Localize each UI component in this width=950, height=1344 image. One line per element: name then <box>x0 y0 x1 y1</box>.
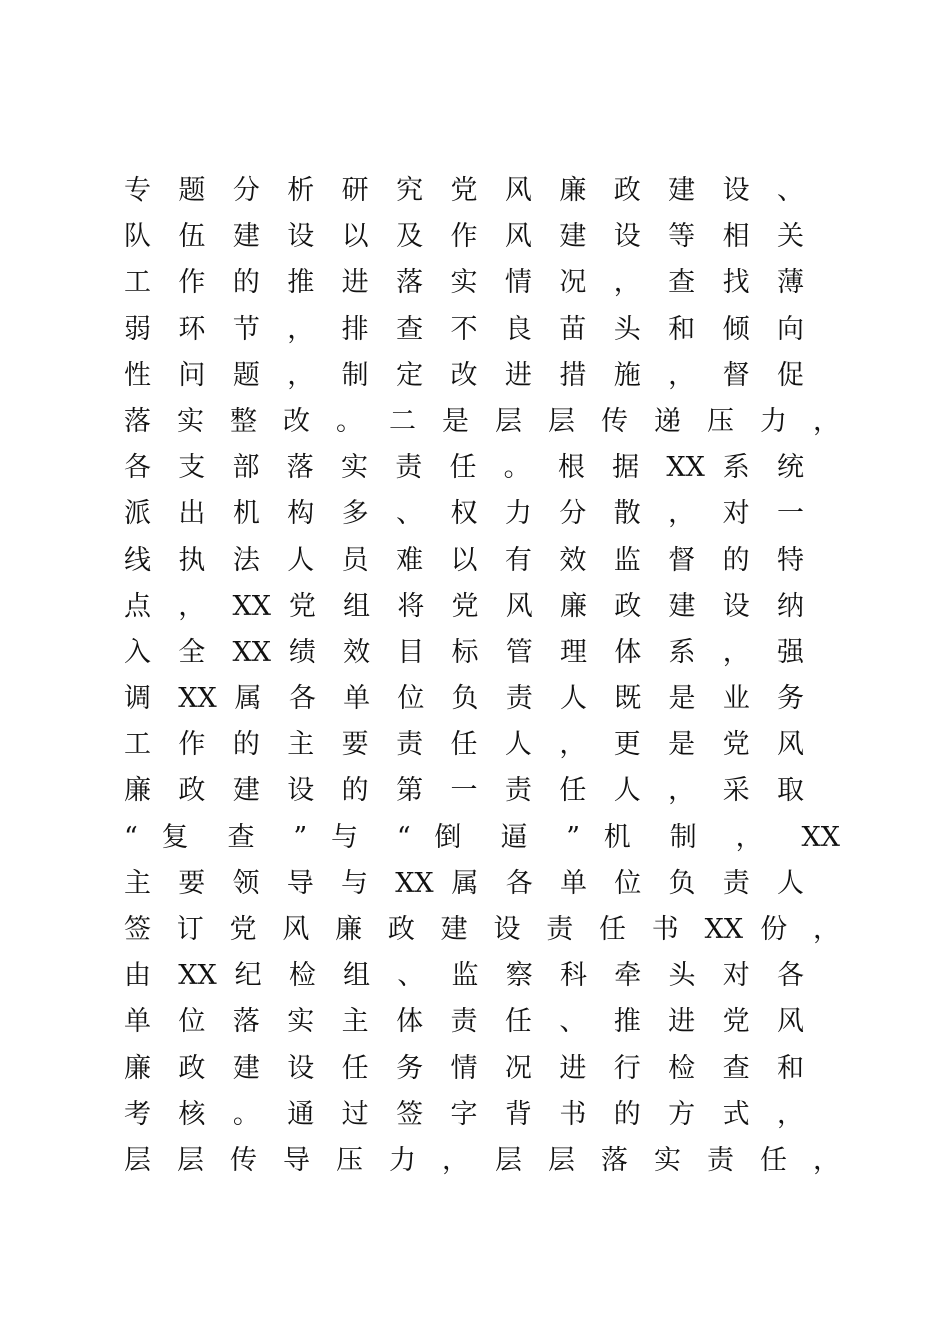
text-line: 线 执 法 人 员 难 以 有 效 监 督 的 特 <box>124 544 804 576</box>
text-line: 性 问 题 ， 制 定 改 进 措 施 ， 督 促 <box>124 359 804 391</box>
text-line: 考 核 。 通 过 签 字 背 书 的 方 式 ， <box>124 1098 804 1130</box>
text-line: 点 ， XX 党 组 将 党 风 廉 政 建 设 纳 <box>124 590 804 622</box>
text-line: 专 题 分 析 研 究 党 风 廉 政 建 设 、 <box>124 175 804 206</box>
text-line: “ 复 查 ” 与 “ 倒 逼 ” 机 制 ， XX <box>124 821 840 853</box>
text-line: 廉 政 建 设 的 第 一 责 任 人 ， 采 取 <box>124 775 804 807</box>
text-line: 各 支 部 落 实 责 任 。 根 据 XX 系 统 <box>124 452 804 484</box>
text-line: 派 出 机 构 多 、 权 力 分 散 ， 对 一 <box>124 498 804 530</box>
text-line: 落 实 整 改 。 二 是 层 层 传 递 压 力 ， <box>124 405 840 437</box>
text-line: 工 作 的 主 要 责 任 人 ， 更 是 党 风 <box>124 729 804 761</box>
body-text <box>124 168 844 1184</box>
text-line: 主 要 领 导 与 XX 属 各 单 位 负 责 人 <box>124 867 804 899</box>
text-line: 弱 环 节 ， 排 查 不 良 苗 头 和 倾 向 <box>124 313 804 345</box>
text-line: 队 伍 建 设 以 及 作 风 建 设 等 相 关 <box>124 221 804 253</box>
text-line: 调 XX 属 各 单 位 负 责 人 既 是 业 务 <box>124 683 804 715</box>
text-line: 入 全 XX 绩 效 目 标 管 理 体 系 ， 强 <box>124 636 804 668</box>
text-line: 工 作 的 推 进 落 实 情 况 ， 查 找 薄 <box>124 267 804 299</box>
text-line: 签 订 党 风 廉 政 建 设 责 任 书 XX 份 ， <box>124 914 840 945</box>
text-line: 由 XX 纪 检 组 、 监 察 科 牵 头 对 各 <box>124 960 804 992</box>
text-line: 层 层 传 导 压 力 ， 层 层 落 实 责 任 ， <box>124 1144 840 1176</box>
text-line: 廉 政 建 设 任 务 情 况 进 行 检 查 和 <box>124 1052 804 1084</box>
text-line: 单 位 落 实 主 体 责 任 、 推 进 党 风 <box>124 1006 804 1038</box>
